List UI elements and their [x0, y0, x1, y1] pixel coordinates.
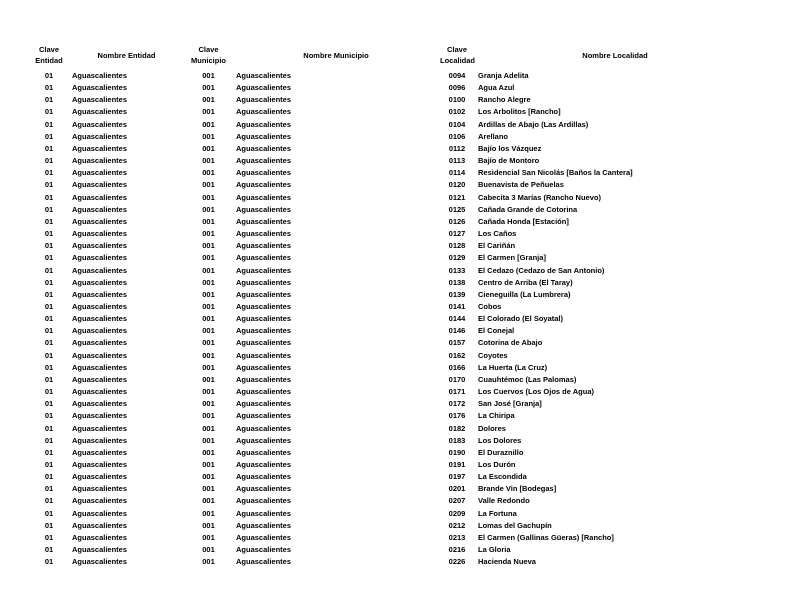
cell-clave-entidad: 01 — [44, 532, 54, 542]
cell-nombre-municipio: Aguascalientes — [236, 131, 292, 141]
cell-clave-localidad: 0207 — [448, 496, 466, 506]
cell-nombre-localidad: La Chiripa — [478, 411, 515, 421]
cell-clave-entidad: 01 — [44, 447, 54, 457]
cell-clave-entidad: 01 — [44, 338, 54, 348]
cell-clave-entidad: 01 — [44, 350, 54, 360]
cell-clave-localidad: 0096 — [448, 83, 466, 93]
cell-nombre-municipio: Aguascalientes — [236, 374, 292, 384]
cell-clave-entidad: 01 — [44, 362, 54, 372]
cell-nombre-entidad: Aguascalientes — [72, 350, 128, 360]
cell-nombre-localidad: El Carmen (Gallinas Güeras) [Rancho] — [478, 532, 614, 542]
cell-nombre-localidad: La Huerta (La Cruz) — [478, 362, 548, 372]
cell-nombre-localidad: Cuauhtémoc (Las Palomas) — [478, 374, 577, 384]
table-row — [30, 167, 756, 179]
cell-nombre-entidad: Aguascalientes — [72, 204, 128, 214]
cell-clave-municipio: 001 — [202, 301, 215, 311]
cell-clave-localidad: 0191 — [448, 460, 466, 469]
cell-nombre-localidad: Cieneguilla (La Lumbrera) — [478, 289, 571, 299]
cell-nombre-entidad: Aguascalientes — [72, 508, 128, 518]
cell-nombre-municipio: Aguascalientes — [236, 168, 292, 178]
cell-clave-entidad: 01 — [44, 131, 54, 141]
table-row — [30, 301, 756, 313]
cell-nombre-entidad: Aguascalientes — [72, 241, 128, 251]
cell-clave-municipio: 001 — [202, 71, 215, 80]
cell-nombre-localidad: Los Cuervos (Los Ojos de Agua) — [478, 387, 594, 397]
table-row — [30, 82, 756, 94]
table-row — [30, 520, 756, 532]
cell-nombre-localidad: Valle Redondo — [478, 496, 530, 506]
cell-nombre-localidad: Arellano — [478, 131, 509, 141]
cell-clave-municipio: 001 — [202, 314, 215, 324]
table-row — [30, 325, 756, 337]
cell-nombre-localidad: Cabecita 3 Marías (Rancho Nuevo) — [478, 192, 601, 202]
table-row — [30, 94, 756, 106]
cell-clave-entidad: 01 — [44, 180, 54, 190]
cell-nombre-localidad: El Conejal — [478, 326, 515, 336]
table-row — [30, 216, 756, 228]
cell-nombre-localidad: Brande Vin [Bodegas] — [478, 484, 557, 494]
cell-clave-municipio: 001 — [202, 411, 215, 421]
cell-clave-localidad: 0170 — [448, 374, 466, 384]
cell-nombre-municipio: Aguascalientes — [236, 423, 292, 433]
cell-nombre-municipio: Aguascalientes — [236, 95, 292, 105]
cell-nombre-entidad: Aguascalientes — [72, 423, 128, 433]
cell-nombre-localidad: El Duraznillo — [478, 447, 524, 457]
cell-clave-municipio: 001 — [202, 119, 215, 129]
cell-nombre-localidad: Ardillas de Abajo (Las Ardillas) — [478, 119, 589, 129]
header-clave-entidad: Clave Entidad — [35, 45, 63, 65]
cell-nombre-entidad: Aguascalientes — [72, 387, 128, 397]
cell-nombre-localidad: El Carmen [Granja] — [478, 253, 546, 263]
cell-nombre-municipio: Aguascalientes — [236, 107, 292, 117]
cell-clave-entidad: 01 — [44, 204, 54, 214]
table-row — [30, 240, 756, 252]
cell-clave-localidad: 0213 — [448, 532, 466, 542]
cell-nombre-entidad: Aguascalientes — [72, 314, 128, 324]
cell-nombre-localidad: Rancho Alegre — [478, 95, 531, 105]
cell-nombre-entidad: Aguascalientes — [72, 411, 128, 421]
cell-clave-municipio: 001 — [202, 289, 215, 299]
cell-clave-entidad: 01 — [44, 289, 54, 299]
table-row — [30, 265, 756, 277]
cell-clave-localidad: 0209 — [448, 508, 466, 518]
table-row — [30, 119, 756, 131]
cell-clave-municipio: 001 — [202, 520, 215, 530]
cell-clave-localidad: 0138 — [448, 277, 466, 287]
cell-clave-localidad: 0129 — [448, 253, 466, 263]
cell-clave-municipio: 001 — [202, 277, 215, 287]
cell-nombre-municipio: Aguascalientes — [236, 265, 292, 275]
cell-nombre-municipio: Aguascalientes — [236, 216, 292, 226]
cell-clave-localidad: 0100 — [448, 95, 466, 105]
cell-clave-municipio: 001 — [202, 192, 215, 202]
cell-nombre-municipio: Aguascalientes — [236, 532, 292, 542]
cell-clave-entidad: 01 — [44, 435, 54, 445]
cell-clave-municipio: 001 — [202, 496, 215, 506]
cell-clave-entidad: 01 — [44, 326, 54, 336]
cell-clave-entidad: 01 — [44, 545, 54, 555]
cell-nombre-entidad: Aguascalientes — [72, 107, 128, 117]
cell-nombre-entidad: Aguascalientes — [72, 265, 128, 275]
cell-clave-municipio: 001 — [202, 253, 215, 263]
cell-nombre-municipio: Aguascalientes — [236, 229, 292, 239]
table-row — [30, 447, 756, 459]
table-row — [30, 131, 756, 143]
table-row — [30, 228, 756, 240]
cell-clave-municipio: 001 — [202, 362, 215, 372]
table-row — [30, 350, 756, 362]
cell-nombre-localidad: Cotorina de Abajo — [478, 338, 543, 348]
cell-clave-municipio: 001 — [202, 545, 215, 555]
cell-nombre-municipio: Aguascalientes — [236, 192, 292, 202]
cell-clave-localidad: 0197 — [448, 472, 466, 482]
cell-nombre-localidad: Los Caños — [478, 229, 517, 239]
cell-nombre-localidad: Centro de Arriba (El Taray) — [478, 277, 573, 287]
cell-nombre-municipio: Aguascalientes — [236, 119, 292, 129]
cell-clave-entidad: 01 — [44, 423, 54, 433]
cell-clave-localidad: 0102 — [448, 107, 466, 117]
table-row — [30, 289, 756, 301]
table-row — [30, 313, 756, 325]
cell-clave-municipio: 001 — [202, 399, 215, 409]
cell-nombre-localidad: Cañada Honda [Estación] — [478, 216, 569, 226]
table-row — [30, 192, 756, 204]
cell-nombre-municipio: Aguascalientes — [236, 496, 292, 506]
cell-clave-entidad: 01 — [44, 107, 54, 117]
cell-nombre-municipio: Aguascalientes — [236, 314, 292, 324]
cell-nombre-municipio: Aguascalientes — [236, 362, 292, 372]
cell-clave-entidad: 01 — [44, 387, 54, 397]
cell-nombre-localidad: La Escondida — [478, 472, 527, 482]
cell-clave-localidad: 0162 — [448, 350, 466, 360]
table-row — [30, 398, 756, 410]
cell-nombre-entidad: Aguascalientes — [72, 472, 128, 482]
cell-nombre-entidad: Aguascalientes — [72, 447, 128, 457]
cell-nombre-localidad: La Gloria — [478, 545, 511, 555]
cell-clave-entidad: 01 — [44, 83, 54, 93]
cell-clave-localidad: 0141 — [448, 301, 466, 311]
cell-nombre-localidad: Cañada Grande de Cotorina — [478, 204, 578, 214]
cell-nombre-municipio: Aguascalientes — [236, 472, 292, 482]
cell-clave-municipio: 001 — [202, 326, 215, 336]
cell-nombre-municipio: Aguascalientes — [236, 253, 292, 263]
cell-nombre-entidad: Aguascalientes — [72, 131, 128, 141]
table-row — [30, 544, 756, 556]
cell-nombre-localidad: El Cariñán — [478, 241, 516, 251]
cell-clave-localidad: 0166 — [448, 362, 466, 372]
cell-nombre-municipio: Aguascalientes — [236, 83, 292, 93]
table-row — [30, 204, 756, 216]
cell-nombre-entidad: Aguascalientes — [72, 484, 128, 494]
cell-clave-municipio: 001 — [202, 156, 215, 166]
cell-clave-entidad: 01 — [44, 484, 54, 494]
cell-clave-entidad: 01 — [44, 508, 54, 518]
cell-clave-municipio: 001 — [202, 265, 215, 275]
table-row — [30, 483, 756, 495]
cell-clave-entidad: 01 — [44, 520, 54, 530]
cell-clave-localidad: 0190 — [448, 447, 466, 457]
cell-nombre-localidad: San José [Granja] — [478, 399, 542, 409]
table-row — [30, 252, 756, 264]
table-row — [30, 556, 756, 568]
cell-nombre-municipio: Aguascalientes — [236, 460, 292, 469]
header-nombre-localidad: Nombre Localidad — [582, 50, 648, 60]
header-nombre-municipio: Nombre Municipio — [303, 50, 369, 60]
cell-clave-entidad: 01 — [44, 496, 54, 506]
cell-clave-municipio: 001 — [202, 83, 215, 93]
cell-nombre-municipio: Aguascalientes — [236, 277, 292, 287]
cell-clave-entidad: 01 — [44, 301, 54, 311]
cell-nombre-entidad: Aguascalientes — [72, 399, 128, 409]
cell-clave-entidad: 01 — [44, 95, 54, 105]
cell-nombre-municipio: Aguascalientes — [236, 411, 292, 421]
cell-nombre-entidad: Aguascalientes — [72, 156, 128, 166]
cell-nombre-entidad: Aguascalientes — [72, 229, 128, 239]
cell-nombre-localidad: El Colorado (El Soyatal) — [478, 314, 564, 324]
cell-clave-localidad: 0176 — [448, 411, 466, 421]
cell-nombre-municipio: Aguascalientes — [236, 557, 292, 567]
cell-clave-entidad: 01 — [44, 241, 54, 251]
table-row — [30, 155, 756, 167]
table-row — [30, 423, 756, 435]
table-body — [30, 70, 756, 568]
cell-clave-entidad: 01 — [44, 265, 54, 275]
cell-nombre-entidad: Aguascalientes — [72, 301, 128, 311]
table-row — [30, 70, 756, 82]
cell-clave-localidad: 0146 — [448, 326, 466, 336]
cell-clave-entidad: 01 — [44, 374, 54, 384]
cell-clave-municipio: 001 — [202, 387, 215, 397]
cell-clave-municipio: 001 — [202, 131, 215, 141]
cell-nombre-entidad: Aguascalientes — [72, 520, 128, 530]
cell-clave-localidad: 0139 — [448, 289, 466, 299]
table-row — [30, 179, 756, 191]
cell-clave-localidad: 0126 — [448, 216, 466, 226]
cell-nombre-municipio: Aguascalientes — [236, 301, 292, 311]
cell-nombre-localidad: Buenavista de Peñuelas — [478, 180, 564, 190]
cell-clave-localidad: 0120 — [448, 180, 466, 190]
table-row — [30, 410, 756, 422]
cell-nombre-entidad: Aguascalientes — [72, 460, 128, 469]
cell-nombre-municipio: Aguascalientes — [236, 326, 292, 336]
cell-nombre-municipio: Aguascalientes — [236, 350, 292, 360]
cell-clave-localidad: 0106 — [448, 131, 466, 141]
cell-nombre-entidad: Aguascalientes — [72, 374, 128, 384]
table-row — [30, 508, 756, 520]
cell-nombre-entidad: Aguascalientes — [72, 95, 128, 105]
cell-nombre-entidad: Aguascalientes — [72, 435, 128, 445]
cell-clave-entidad: 01 — [44, 192, 54, 202]
cell-clave-localidad: 0226 — [448, 557, 466, 567]
cell-nombre-entidad: Aguascalientes — [72, 277, 128, 287]
cell-nombre-entidad: Aguascalientes — [72, 532, 128, 542]
cell-clave-localidad: 0212 — [448, 520, 466, 530]
cell-clave-municipio: 001 — [202, 180, 215, 190]
cell-clave-localidad: 0114 — [448, 168, 466, 178]
cell-clave-localidad: 0201 — [448, 484, 466, 494]
cell-clave-localidad: 0172 — [448, 399, 466, 409]
cell-nombre-entidad: Aguascalientes — [72, 362, 128, 372]
cell-clave-localidad: 0113 — [448, 156, 466, 166]
cell-nombre-entidad: Aguascalientes — [72, 143, 128, 153]
cell-nombre-entidad: Aguascalientes — [72, 83, 128, 93]
table-row — [30, 495, 756, 507]
cell-clave-municipio: 001 — [202, 107, 215, 117]
cell-nombre-entidad: Aguascalientes — [72, 168, 128, 178]
cell-nombre-entidad: Aguascalientes — [72, 545, 128, 555]
cell-clave-entidad: 01 — [44, 71, 54, 80]
cell-clave-entidad: 01 — [44, 168, 54, 178]
cell-clave-municipio: 001 — [202, 557, 215, 567]
table-row — [30, 386, 756, 398]
cell-nombre-municipio: Aguascalientes — [236, 399, 292, 409]
cell-clave-municipio: 001 — [202, 350, 215, 360]
cell-nombre-municipio: Aguascalientes — [236, 545, 292, 555]
cell-nombre-municipio: Aguascalientes — [236, 338, 292, 348]
cell-clave-entidad: 01 — [44, 411, 54, 421]
cell-nombre-municipio: Aguascalientes — [236, 435, 292, 445]
cell-clave-localidad: 0104 — [448, 119, 466, 129]
cell-clave-localidad: 0112 — [448, 143, 466, 153]
cell-nombre-entidad: Aguascalientes — [72, 180, 128, 190]
cell-nombre-municipio: Aguascalientes — [236, 156, 292, 166]
cell-clave-localidad: 0183 — [448, 435, 466, 445]
cell-nombre-localidad: El Cedazo (Cedazo de San Antonio) — [478, 265, 605, 275]
cell-clave-localidad: 0144 — [448, 314, 466, 324]
cell-nombre-localidad: Granja Adelita — [478, 71, 529, 80]
cell-clave-municipio: 001 — [202, 241, 215, 251]
cell-clave-entidad: 01 — [44, 119, 54, 129]
header-nombre-entidad: Nombre Entidad — [97, 50, 156, 60]
cell-nombre-localidad: Coyotes — [478, 350, 508, 360]
cell-nombre-entidad: Aguascalientes — [72, 192, 128, 202]
cell-clave-localidad: 0094 — [448, 71, 466, 80]
cell-clave-municipio: 001 — [202, 229, 215, 239]
cell-clave-entidad: 01 — [44, 399, 54, 409]
cell-clave-municipio: 001 — [202, 447, 215, 457]
cell-clave-entidad: 01 — [44, 156, 54, 166]
cell-clave-municipio: 001 — [202, 374, 215, 384]
cell-nombre-entidad: Aguascalientes — [72, 496, 128, 506]
table-header — [30, 40, 756, 70]
cell-nombre-localidad: Hacienda Nueva — [478, 557, 536, 567]
cell-nombre-entidad: Aguascalientes — [72, 253, 128, 263]
cell-nombre-entidad: Aguascalientes — [72, 71, 128, 80]
cell-clave-municipio: 001 — [202, 532, 215, 542]
cell-clave-localidad: 0133 — [448, 265, 466, 275]
cell-clave-municipio: 001 — [202, 204, 215, 214]
cell-nombre-municipio: Aguascalientes — [236, 204, 292, 214]
header-row — [30, 40, 756, 70]
cell-clave-municipio: 001 — [202, 95, 215, 105]
cell-clave-localidad: 0125 — [448, 204, 466, 214]
cell-nombre-entidad: Aguascalientes — [72, 289, 128, 299]
cell-nombre-municipio: Aguascalientes — [236, 520, 292, 530]
cell-clave-municipio: 001 — [202, 460, 215, 469]
cell-nombre-municipio: Aguascalientes — [236, 241, 292, 251]
cell-clave-municipio: 001 — [202, 216, 215, 226]
cell-clave-localidad: 0128 — [448, 241, 466, 251]
cell-nombre-localidad: Los Dolores — [478, 435, 522, 445]
cell-nombre-municipio: Aguascalientes — [236, 71, 292, 80]
header-clave-localidad: Clave Localidad — [440, 45, 476, 65]
cell-clave-entidad: 01 — [44, 460, 54, 469]
table-row — [30, 106, 756, 118]
cell-clave-municipio: 001 — [202, 168, 215, 178]
cell-nombre-localidad: Lomas del Gachupín — [478, 520, 552, 530]
cell-nombre-entidad: Aguascalientes — [72, 326, 128, 336]
cell-clave-entidad: 01 — [44, 143, 54, 153]
cell-nombre-municipio: Aguascalientes — [236, 508, 292, 518]
cell-nombre-entidad: Aguascalientes — [72, 216, 128, 226]
cell-nombre-localidad: Bajío los Vázquez — [478, 143, 542, 153]
cell-clave-municipio: 001 — [202, 423, 215, 433]
cell-nombre-municipio: Aguascalientes — [236, 447, 292, 457]
cell-clave-municipio: 001 — [202, 338, 215, 348]
table-row — [30, 435, 756, 447]
cell-clave-entidad: 01 — [44, 216, 54, 226]
cell-clave-entidad: 01 — [44, 314, 54, 324]
cell-clave-localidad: 0121 — [448, 192, 466, 202]
cell-nombre-municipio: Aguascalientes — [236, 289, 292, 299]
cell-nombre-municipio: Aguascalientes — [236, 143, 292, 153]
table-row — [30, 532, 756, 544]
cell-clave-entidad: 01 — [44, 277, 54, 287]
cell-clave-localidad: 0216 — [448, 545, 466, 555]
table-row — [30, 337, 756, 349]
cell-clave-entidad: 01 — [44, 472, 54, 482]
cell-nombre-municipio: Aguascalientes — [236, 387, 292, 397]
locality-catalog-table — [30, 40, 756, 568]
cell-clave-entidad: 01 — [44, 229, 54, 239]
header-clave-municipio: Clave Municipio — [191, 45, 226, 65]
cell-clave-municipio: 001 — [202, 435, 215, 445]
cell-nombre-localidad: Bajío de Montoro — [478, 156, 540, 166]
cell-clave-localidad: 0127 — [448, 229, 466, 239]
cell-nombre-localidad: La Fortuna — [478, 508, 517, 518]
cell-nombre-localidad: Los Arbolitos [Rancho] — [478, 107, 561, 117]
cell-clave-municipio: 001 — [202, 508, 215, 518]
cell-nombre-entidad: Aguascalientes — [72, 119, 128, 129]
cell-clave-municipio: 001 — [202, 472, 215, 482]
cell-clave-localidad: 0182 — [448, 423, 466, 433]
cell-clave-localidad: 0171 — [448, 387, 466, 397]
cell-nombre-localidad: Los Durón — [478, 460, 516, 469]
cell-nombre-localidad: Agua Azul — [478, 83, 515, 93]
cell-nombre-entidad: Aguascalientes — [72, 557, 128, 567]
cell-nombre-localidad: Dolores — [478, 423, 506, 433]
cell-clave-municipio: 001 — [202, 143, 215, 153]
cell-clave-municipio: 001 — [202, 484, 215, 494]
cell-nombre-localidad: Cobos — [478, 301, 502, 311]
table-row — [30, 471, 756, 483]
cell-clave-localidad: 0157 — [448, 338, 466, 348]
cell-nombre-municipio: Aguascalientes — [236, 484, 292, 494]
cell-clave-entidad: 01 — [44, 557, 54, 567]
cell-nombre-localidad: Residencial San Nicolás [Baños la Cantera] — [478, 168, 633, 178]
table-row — [30, 277, 756, 289]
table-row — [30, 374, 756, 386]
cell-nombre-municipio: Aguascalientes — [236, 180, 292, 190]
table-row — [30, 362, 756, 374]
cell-nombre-entidad: Aguascalientes — [72, 338, 128, 348]
table-row — [30, 143, 756, 155]
table-row — [30, 459, 756, 471]
cell-clave-entidad: 01 — [44, 253, 54, 263]
